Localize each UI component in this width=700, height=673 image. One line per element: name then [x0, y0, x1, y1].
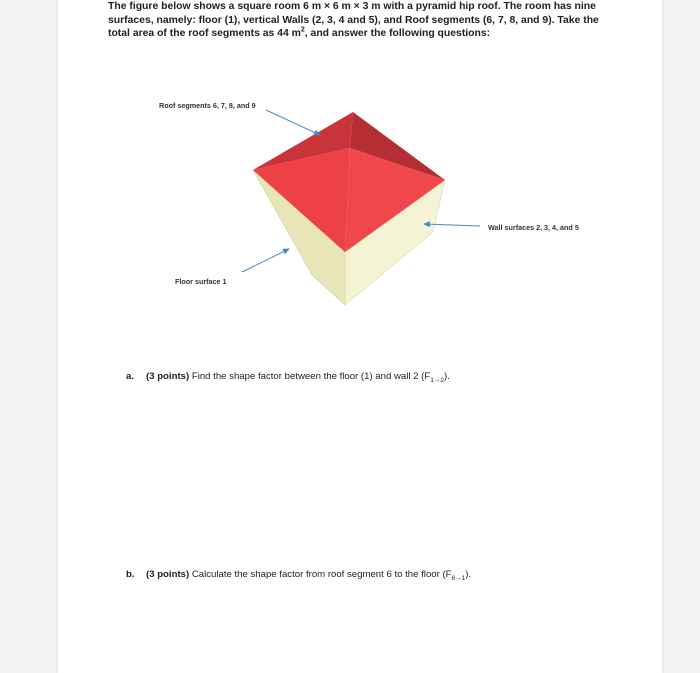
intro-line-2: surfaces, namely: floor (1), vertical Walls (2, 3, 4 and 5), and Roof segments (6, 7, 8, and 9). Take the — [108, 14, 599, 26]
question-a-points: (3 points) — [146, 371, 190, 382]
intro-line-3-text: total area of the roof segments as 44 m — [108, 28, 301, 39]
question-a-text: Find the shape factor between the floor (1) and wall 2 (F — [189, 371, 431, 382]
floor-label-arrow — [242, 249, 289, 272]
question-b-letter: b. — [126, 569, 135, 580]
question-a — [126, 371, 450, 384]
intro-line-1: The figure below shows a square room 6 m × 6 m × 3 m with a pyramid hip roof. The room has nine — [108, 1, 596, 12]
wall-surfaces-label: Wall surfaces 2, 3, 4, and 5 — [488, 223, 579, 232]
roof-segments-label: Roof segments 6, 7, 8, and 9 — [159, 101, 256, 110]
question-b-text: Calculate the shape factor from roof segment 6 to the floor (F — [189, 569, 452, 580]
question-b-points: (3 points) — [146, 569, 190, 580]
question-b-subscript: 6→1 — [451, 574, 466, 582]
question-b-end: ). — [465, 569, 472, 580]
roof-label-arrow — [266, 110, 320, 135]
area-unit-exponent: 2 — [300, 26, 305, 34]
question-a-subscript: 1→2 — [430, 376, 444, 384]
floor-surface-label: Floor surface 1 — [175, 277, 227, 286]
question-a-letter: a. — [126, 371, 135, 382]
question-a-end: ). — [443, 371, 450, 382]
question-b — [126, 569, 471, 582]
document-page — [58, 0, 662, 673]
intro-line-3-end: , and answer the following questions: — [304, 28, 491, 39]
